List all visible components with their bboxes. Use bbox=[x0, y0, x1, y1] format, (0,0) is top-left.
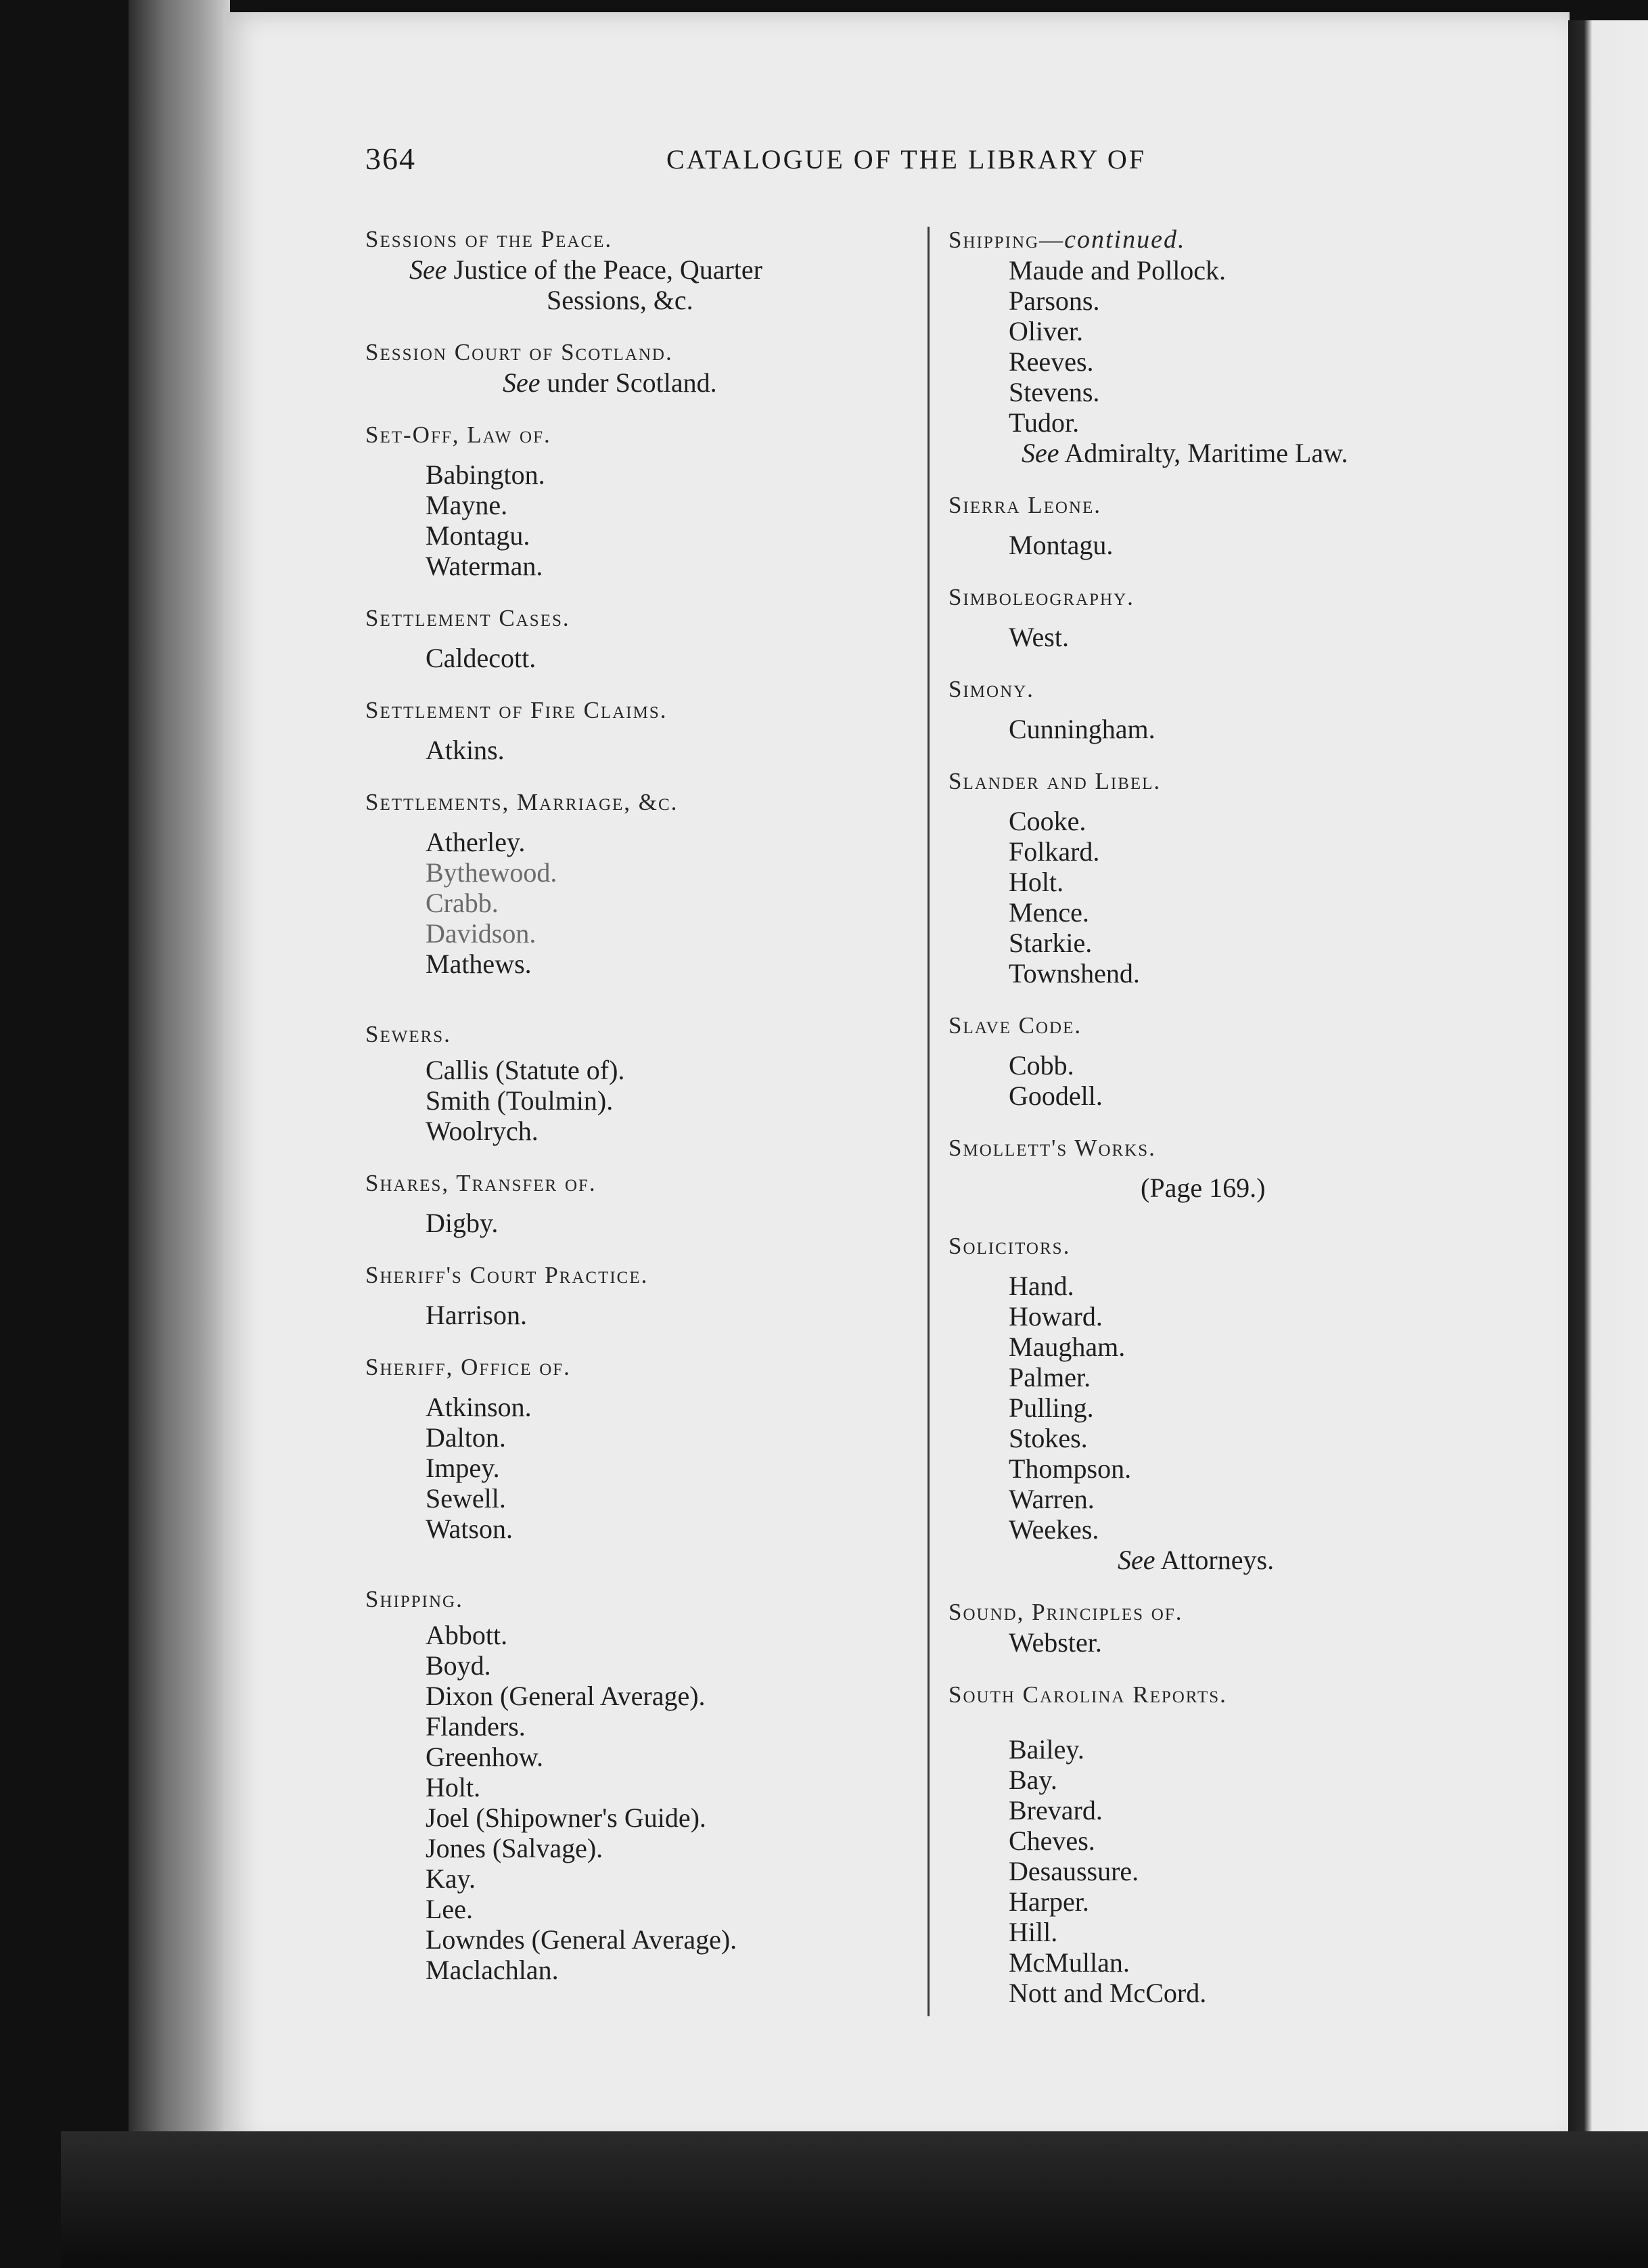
see-text: Attorneys. bbox=[1160, 1545, 1275, 1575]
entry-session-court bbox=[365, 338, 920, 398]
entry-simony bbox=[948, 675, 1490, 744]
see-text: Justice of the Peace, Quarter bbox=[453, 254, 762, 285]
author-item: Lowndes (General Average). bbox=[426, 1924, 737, 1955]
page-header bbox=[365, 141, 1340, 181]
author-item: Palmer. bbox=[1009, 1362, 1091, 1392]
author-item: Bay. bbox=[1009, 1765, 1057, 1795]
author-item: Dalton. bbox=[426, 1422, 506, 1453]
see-reference bbox=[948, 1545, 1490, 1575]
entry-heading: Slander and Libel. bbox=[948, 768, 1162, 794]
continued-label: continued. bbox=[1064, 225, 1186, 254]
author-item: Starkie. bbox=[1009, 928, 1093, 958]
author-item: Lee. bbox=[426, 1894, 473, 1924]
entry-sheriff-office bbox=[365, 1353, 920, 1544]
author-item: Parsons. bbox=[1009, 286, 1100, 316]
author-item: Woolrych. bbox=[426, 1116, 539, 1146]
entry-heading: Simboleography. bbox=[948, 584, 1135, 610]
author-item: Cooke. bbox=[1009, 806, 1086, 836]
author-item: Abbott. bbox=[426, 1620, 508, 1650]
author-item: Atherley. bbox=[426, 827, 526, 857]
entry-settlement-cases bbox=[365, 604, 920, 673]
see-reference bbox=[365, 254, 920, 285]
entry-set-off bbox=[365, 420, 920, 581]
author-item: Dixon (General Average). bbox=[426, 1681, 706, 1711]
entry-heading: Settlement Cases. bbox=[365, 605, 570, 631]
author-item: Crabb. bbox=[426, 888, 499, 918]
book-spine-edge bbox=[129, 0, 230, 2268]
entry-sessions bbox=[365, 225, 920, 315]
author-item: Mayne. bbox=[426, 490, 508, 520]
entry-heading: Sierra Leone. bbox=[948, 492, 1101, 518]
entry-heading: Session Court of Scotland. bbox=[365, 339, 673, 365]
entry-heading: Simony. bbox=[948, 676, 1034, 702]
entry-south-carolina bbox=[948, 1680, 1490, 2008]
entry-heading: Shipping. bbox=[365, 1586, 463, 1612]
entry-heading: Settlement of Fire Claims. bbox=[365, 697, 668, 723]
author-item: Webster. bbox=[1009, 1627, 1102, 1658]
column-divider bbox=[928, 227, 930, 2016]
author-item: Mence. bbox=[1009, 897, 1089, 928]
author-item: Flanders. bbox=[426, 1711, 526, 1742]
running-head: CATALOGUE OF THE LIBRARY OF bbox=[666, 144, 1146, 175]
author-item: Maugham. bbox=[1009, 1332, 1126, 1362]
author-item: Oliver. bbox=[1009, 316, 1083, 346]
entry-heading: Slave Code. bbox=[948, 1012, 1082, 1039]
see-text: Admiralty, Maritime Law. bbox=[1064, 438, 1348, 468]
entry-shares bbox=[365, 1169, 920, 1238]
entry-slander-libel bbox=[948, 767, 1490, 989]
entry-smolletts-works bbox=[948, 1133, 1490, 1203]
see-reference-continued: Sessions, &c. bbox=[547, 285, 693, 315]
author-item: Callis (Statute of). bbox=[426, 1055, 625, 1085]
entry-simboleography bbox=[948, 583, 1490, 652]
author-item: Maclachlan. bbox=[426, 1955, 559, 1985]
entry-sheriffs-court bbox=[365, 1261, 920, 1330]
author-item: Montagu. bbox=[1009, 530, 1114, 560]
author-item: Harrison. bbox=[426, 1300, 527, 1330]
author-item: Cobb. bbox=[1009, 1050, 1074, 1081]
author-item: Folkard. bbox=[1009, 836, 1100, 867]
author-item: Jones (Salvage). bbox=[426, 1833, 603, 1863]
see-reference bbox=[948, 438, 1490, 468]
author-item: McMullan. bbox=[1009, 1947, 1130, 1978]
author-item: Nott and McCord. bbox=[1009, 1978, 1207, 2008]
author-item: Digby. bbox=[426, 1208, 499, 1238]
see-label: See bbox=[409, 254, 447, 285]
author-item: Desaussure. bbox=[1009, 1856, 1139, 1886]
author-item: Holt. bbox=[1009, 867, 1064, 897]
author-item: Mathews. bbox=[426, 949, 532, 979]
entry-heading: Sewers. bbox=[365, 1021, 451, 1047]
author-item: Montagu. bbox=[426, 520, 530, 551]
entry-heading: South Carolina Reports. bbox=[948, 1681, 1227, 1708]
entry-heading: Settlements, Marriage, &c. bbox=[365, 789, 679, 815]
author-item: Holt. bbox=[426, 1772, 481, 1802]
author-item: Joel (Shipowner's Guide). bbox=[426, 1802, 706, 1833]
author-item: Hill. bbox=[1009, 1917, 1058, 1947]
right-column bbox=[948, 225, 1490, 2008]
author-item: Davidson. bbox=[426, 918, 536, 949]
entry-heading: Sheriff's Court Practice. bbox=[365, 1262, 649, 1288]
author-item: Watson. bbox=[426, 1514, 513, 1544]
author-item: Bythewood. bbox=[426, 857, 557, 888]
entry-slave-code bbox=[948, 1011, 1490, 1111]
author-item: Thompson. bbox=[1009, 1453, 1132, 1484]
see-label: See bbox=[503, 367, 541, 398]
author-item: Boyd. bbox=[426, 1650, 491, 1681]
author-item: Atkins. bbox=[426, 735, 505, 765]
facing-page-edge bbox=[1568, 20, 1648, 2192]
see-label: See bbox=[1118, 1545, 1155, 1575]
author-item: Cheves. bbox=[1009, 1825, 1095, 1856]
entry-shipping bbox=[365, 1585, 920, 1985]
author-item: Caldecott. bbox=[426, 643, 536, 673]
author-item: Weekes. bbox=[1009, 1514, 1099, 1545]
entry-heading: Sheriff, Office of. bbox=[365, 1354, 571, 1380]
entry-solicitors bbox=[948, 1231, 1490, 1575]
entry-sewers bbox=[365, 1020, 920, 1146]
author-item: Babington. bbox=[426, 459, 545, 490]
page-reference: (Page 169.) bbox=[1141, 1173, 1266, 1203]
left-column bbox=[365, 225, 920, 1985]
author-item: Reeves. bbox=[1009, 346, 1094, 377]
see-text: under Scotland. bbox=[547, 367, 717, 398]
author-item: Smith (Toulmin). bbox=[426, 1085, 614, 1116]
entry-heading: Set-Off, Law of. bbox=[365, 422, 551, 448]
entry-settlement-fire-claims bbox=[365, 696, 920, 765]
author-item: Atkinson. bbox=[426, 1392, 532, 1422]
heading-text: Shipping— bbox=[948, 227, 1065, 253]
author-item: Cunningham. bbox=[1009, 714, 1155, 744]
entry-heading: Solicitors. bbox=[948, 1233, 1071, 1259]
entry-shipping-continued bbox=[948, 225, 1490, 468]
author-item: Tudor. bbox=[1009, 407, 1080, 438]
page-number: 364 bbox=[365, 141, 416, 176]
author-item: Maude and Pollock. bbox=[1009, 255, 1227, 286]
author-item: Impey. bbox=[426, 1453, 500, 1483]
author-item: Stevens. bbox=[1009, 377, 1100, 407]
author-item: Greenhow. bbox=[426, 1742, 544, 1772]
author-item: Harper. bbox=[1009, 1886, 1089, 1917]
author-item: Sewell. bbox=[426, 1483, 506, 1514]
author-item: Bailey. bbox=[1009, 1734, 1084, 1765]
author-item: Pulling. bbox=[1009, 1392, 1094, 1423]
entry-sound bbox=[948, 1597, 1490, 1658]
author-item: Townshend. bbox=[1009, 958, 1140, 989]
author-item: Hand. bbox=[1009, 1271, 1074, 1301]
entry-settlements-marriage bbox=[365, 788, 920, 979]
author-item: Stokes. bbox=[1009, 1423, 1088, 1453]
author-item: Waterman. bbox=[426, 551, 543, 581]
see-label: See bbox=[1022, 438, 1059, 468]
author-item: Howard. bbox=[1009, 1301, 1103, 1332]
entry-heading: Sound, Principles of. bbox=[948, 1599, 1183, 1625]
author-item: Goodell. bbox=[1009, 1081, 1103, 1111]
author-item: Kay. bbox=[426, 1863, 476, 1894]
scan-bottom-shadow bbox=[61, 2131, 1648, 2268]
author-item: Brevard. bbox=[1009, 1795, 1103, 1825]
entry-heading: Shares, Transfer of. bbox=[365, 1170, 597, 1196]
entry-heading bbox=[948, 225, 1490, 255]
entry-heading: Smollett's Works. bbox=[948, 1135, 1156, 1161]
see-reference bbox=[365, 367, 920, 398]
entry-sierra-leone bbox=[948, 491, 1490, 560]
author-item: Warren. bbox=[1009, 1484, 1095, 1514]
author-item: West. bbox=[1009, 622, 1069, 652]
entry-heading: Sessions of the Peace. bbox=[365, 226, 613, 252]
